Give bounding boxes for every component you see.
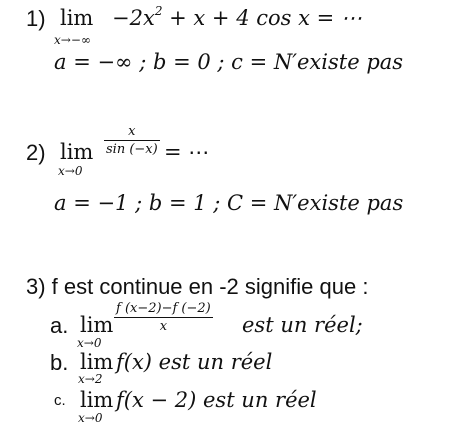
- limit-symbol: lim: [60, 6, 94, 30]
- question-2-number: 2): [26, 140, 46, 165]
- option-a-fraction: $\frac{f (x-2)-f (-2)}{x}$: [116, 301, 211, 334]
- limit-subscript: x→0: [77, 336, 102, 350]
- limit-symbol: lim: [80, 313, 114, 337]
- limit-subscript: x→2: [78, 372, 103, 386]
- limit-subscript: x→0: [78, 411, 103, 425]
- option-a-text: est un réel;: [242, 313, 363, 337]
- option-a-label: a.: [50, 313, 69, 338]
- limit-symbol: lim: [80, 350, 114, 374]
- question-2-equals: = ⋯: [164, 140, 210, 164]
- question-1-expression: $-2x^2 + x + 4$ cos x = ⋯: [112, 4, 362, 30]
- option-c-text: f(x − 2) est un réel: [116, 388, 317, 412]
- limit-symbol: lim: [60, 140, 94, 164]
- question-3-statement: 3) f est continue en -2 signifie que :: [26, 274, 369, 299]
- question-1-number: 1): [26, 6, 46, 31]
- question-1-answers: a = −∞ ; b = 0 ; c = N′existe pas: [54, 50, 404, 74]
- option-b-label: b.: [50, 350, 69, 375]
- limit-subscript: x→−∞: [54, 33, 91, 47]
- option-c-label: c.: [54, 392, 66, 409]
- limit-subscript: x→0: [58, 164, 83, 178]
- limit-symbol: lim: [80, 388, 114, 412]
- question-2-fraction: $\frac{x}{\sin (-x)}$: [106, 124, 158, 157]
- option-b-text: f(x) est un réel: [116, 350, 273, 374]
- question-2-answers: a = −1 ; b = 1 ; C = N′existe pas: [54, 191, 404, 215]
